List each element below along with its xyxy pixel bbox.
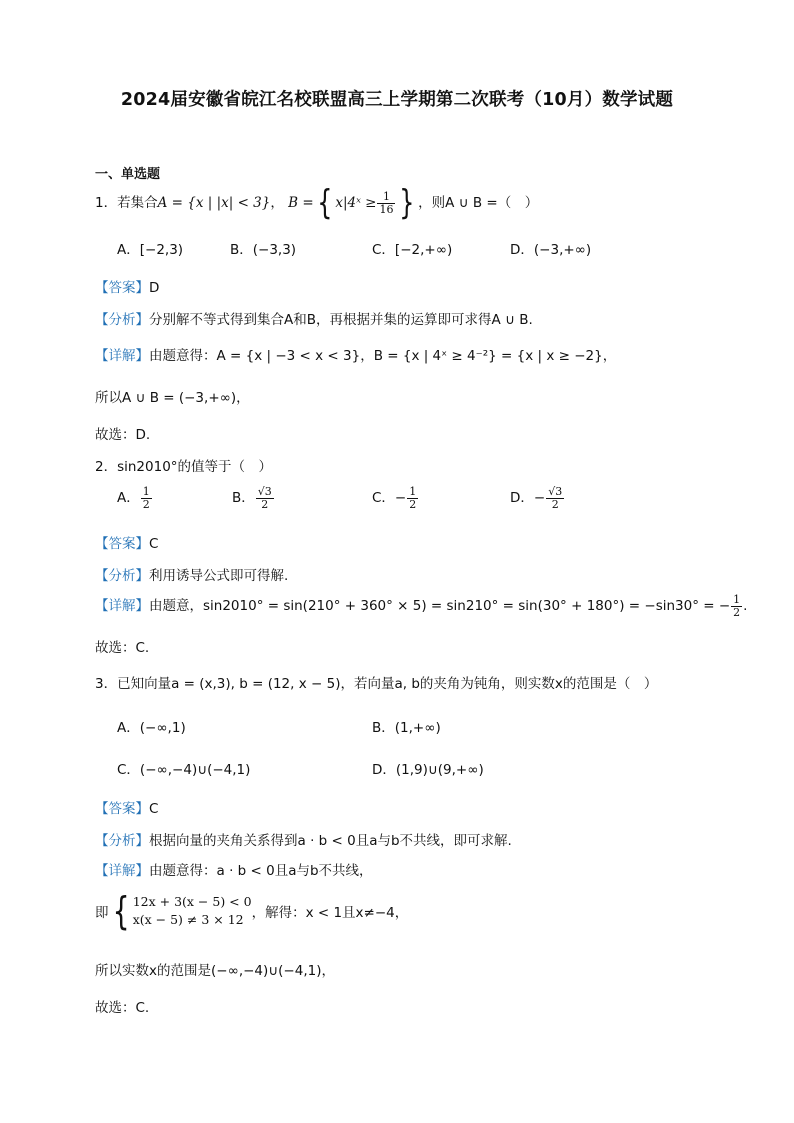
analysis-tag: 【分析】 [95, 312, 149, 328]
q3-system-suffix: ，解得：x < 1且x≠−4， [251, 905, 409, 921]
q3-option-a: A．(−∞,1) [117, 720, 186, 736]
detail-tag: 【详解】 [95, 598, 149, 615]
answer-tag: 【答案】 [95, 280, 149, 296]
q3-system-eq1: 12x + 3(x − 5) < 0 [132, 893, 252, 909]
q2-option-c-num: 1 [409, 485, 417, 498]
q2-analysis-text: 利用诱导公式即可得解. [149, 568, 289, 584]
q2-detail-frac [731, 594, 742, 618]
q3-detail-text: 由题意得：a · b < 0且a与b不共线， [149, 863, 373, 879]
q2-detail-end: . [743, 598, 748, 615]
q2-option-b-frac [256, 486, 274, 510]
q2-option-a [117, 486, 153, 510]
detail-tag: 【详解】 [95, 348, 149, 364]
q1-stem-prefix: 1．若集合 [95, 195, 158, 211]
q2-option-a-num: 1 [142, 485, 150, 498]
q1-fraction-den: 16 [379, 202, 394, 216]
q2-option-a-frac [141, 486, 152, 510]
brace-close-icon: } [399, 183, 415, 223]
q1-set-b-prefix: B = [288, 195, 314, 211]
q1-choose: 故选：D. [95, 427, 151, 443]
q1-answer-value: D [149, 280, 160, 296]
q3-conclusion: 所以实数x的范围是(−∞,−4)∪(−4,1)， [95, 963, 335, 979]
q1-answer [95, 276, 159, 296]
q2-detail-den: 2 [733, 605, 741, 619]
q1-option-b: B．(−3,3) [230, 242, 297, 258]
q2-detail-text: 由题意，sin2010° = sin(210° + 360° × 5) = sin210° = sin(30° + 180°) = −sin30° = − [149, 598, 731, 615]
q3-option-c: C．(−∞,−4)∪(−4,1) [117, 762, 251, 778]
q3-option-d: D．(1,9)∪(9,+∞) [372, 762, 484, 778]
section-heading: 一、单选题 [95, 167, 161, 182]
q3-system-equations [133, 893, 252, 929]
q1-fraction-num: 1 [377, 191, 395, 204]
brace-open-icon: { [112, 889, 130, 933]
q2-answer-value: C [149, 536, 159, 552]
q2-option-d [510, 486, 565, 510]
q2-option-a-label: A． [117, 490, 140, 507]
q1-option-d: D．(−3,+∞) [510, 242, 592, 258]
q3-answer-value: C [149, 801, 159, 817]
q3-system-eq2: x(x − 5) ≠ 3 × 12 [132, 912, 244, 927]
q3-answer [95, 797, 158, 817]
q1-stem [95, 183, 539, 223]
q2-option-a-den: 2 [142, 497, 150, 511]
q1-analysis-text: 分别解不等式得到集合A和B，再根据并集的运算即可求得A ∪ B. [149, 312, 533, 328]
brace-open-icon: { [316, 183, 333, 223]
q2-option-d-den: 2 [551, 497, 559, 511]
q2-option-b-label: B． [232, 490, 255, 507]
q2-option-b-num: √3 [257, 485, 272, 498]
analysis-tag: 【分析】 [95, 568, 149, 584]
q1-option-a: A．[−2,3) [117, 242, 184, 258]
q3-system [95, 889, 409, 933]
q2-option-b-den: 2 [261, 497, 269, 511]
q2-option-d-frac [546, 486, 564, 510]
q2-option-d-label: D．− [510, 490, 546, 507]
q1-conclusion: 所以A ∪ B = (−3,+∞)， [95, 390, 250, 406]
document-title: 2024届安徽省皖江名校联盟高三上学期第二次联考（10月）数学试题 [120, 90, 674, 110]
q2-option-c-frac [407, 486, 418, 510]
detail-tag: 【详解】 [95, 863, 149, 879]
q1-detail [95, 344, 616, 364]
q2-option-d-num: √3 [548, 485, 563, 498]
q3-stem: 3．已知向量a = (x,3), b = (12, x − 5)，若向量a, b的夹角为钝角，则实数x的范围是（ ） [95, 676, 658, 692]
q1-fraction [377, 191, 395, 215]
q3-option-b: B．(1,+∞) [372, 720, 441, 736]
q1-set-a: A = {x | |x| < 3} [157, 195, 271, 211]
answer-tag: 【答案】 [95, 801, 149, 817]
q2-option-b [232, 486, 275, 510]
q2-option-c-label: C．− [372, 490, 407, 507]
q2-detail [95, 594, 747, 618]
q3-system-prefix: 即 [95, 905, 109, 921]
q2-detail-num: 1 [733, 593, 741, 606]
q1-analysis [95, 308, 533, 328]
q2-analysis [95, 564, 288, 584]
analysis-tag: 【分析】 [95, 833, 149, 849]
q1-sep: ， [270, 195, 284, 211]
q3-choose: 故选：C. [95, 1000, 150, 1016]
answer-tag: 【答案】 [95, 536, 149, 552]
q1-option-c: C．[−2,+∞) [372, 242, 453, 258]
q2-stem: 2．sin2010°的值等于（ ） [95, 459, 273, 475]
q2-answer [95, 532, 158, 552]
q2-option-c [372, 486, 419, 510]
q1-detail-text: 由题意得：A = {x | −3 < x < 3}，B = {x | 4ˣ ≥ 4⁻²} = {x | x ≥ −2}， [149, 348, 617, 364]
q3-detail [95, 859, 373, 879]
q2-option-c-den: 2 [409, 497, 417, 511]
q1-stem-suffix: ，则A ∪ B =（ ） [418, 195, 539, 211]
q3-analysis [95, 829, 512, 849]
q1-set-b-cond: x|4ˣ ≥ [335, 195, 377, 211]
q3-analysis-text: 根据向量的夹角关系得到a · b < 0且a与b不共线，即可求解. [149, 833, 512, 849]
q2-choose: 故选：C. [95, 640, 150, 656]
